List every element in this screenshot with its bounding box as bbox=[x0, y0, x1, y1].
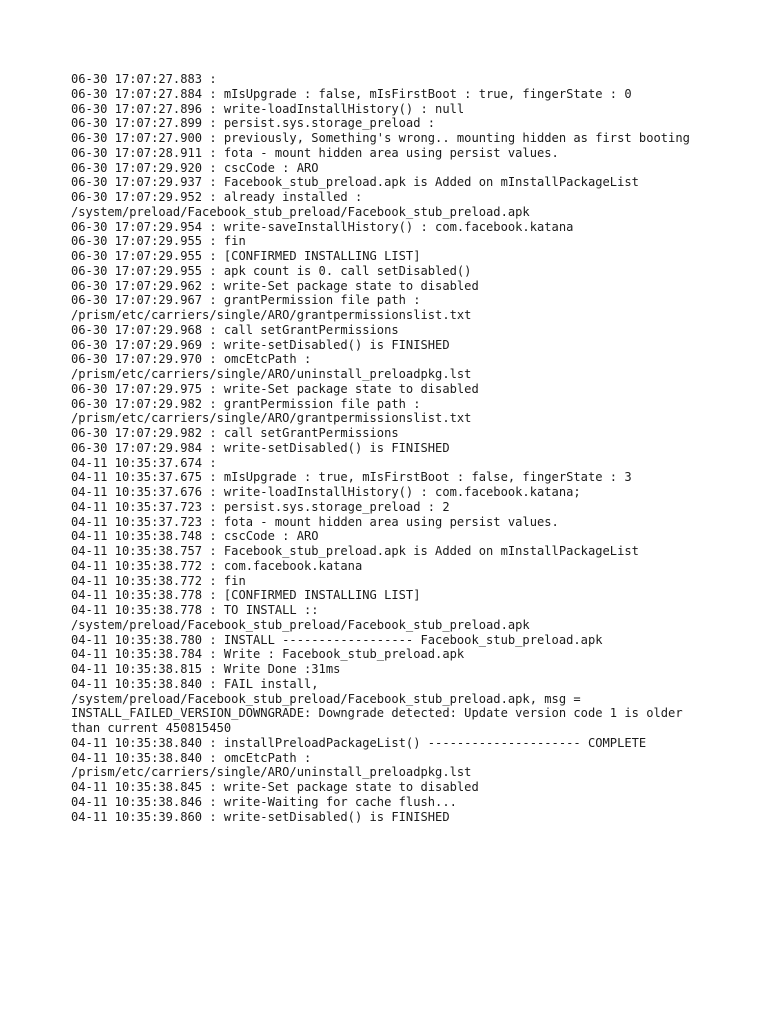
log-line: 06-30 17:07:28.911 : fota - mount hidden area using persist values. bbox=[71, 145, 559, 160]
log-document bbox=[71, 72, 691, 824]
log-line: 06-30 17:07:27.900 : previously, Something's wrong.. mounting hidden as first booting bbox=[71, 131, 690, 145]
log-line: 06-30 17:07:27.884 : mIsUpgrade : false, mIsFirstBoot : true, fingerState : 0 bbox=[71, 86, 632, 101]
log-line: 06-30 17:07:29.982 : grantPermission file path : /prism/etc/carriers/single/ARO/grantpermissionslist.txt bbox=[71, 396, 472, 426]
log-line: 04-11 10:35:38.778 : [CONFIRMED INSTALLING LIST] bbox=[71, 588, 421, 603]
log-line: 04-11 10:35:37.723 : fota - mount hidden area using persist values. bbox=[71, 514, 559, 529]
log-line: 06-30 17:07:29.975 : write-Set package state to disabled bbox=[71, 381, 479, 396]
log-line: 04-11 10:35:38.845 : write-Set package state to disabled bbox=[71, 780, 479, 794]
log-line: 06-30 17:07:29.967 : grantPermission file path : /prism/etc/carriers/single/ARO/grantpermissionslist.txt bbox=[71, 293, 472, 322]
log-line: 06-30 17:07:29.982 : call setGrantPermissions bbox=[71, 426, 399, 440]
log-line: 06-30 17:07:27.883 : bbox=[71, 72, 217, 86]
log-line: 04-11 10:35:38.780 : INSTALL ------------------ Facebook_stub_preload.apk bbox=[71, 632, 603, 647]
log-line: 04-11 10:35:38.840 : installPreloadPackageList() --------------------- COMPLETE bbox=[71, 735, 647, 750]
log-line: 04-11 10:35:39.860 : write-setDisabled() is FINISHED bbox=[71, 809, 450, 824]
log-line: 04-11 10:35:37.723 : persist.sys.storage_preload : 2 bbox=[71, 499, 450, 514]
log-line: 06-30 17:07:29.937 : Facebook_stub_preload.apk is Added on mInstallPackageList bbox=[71, 175, 639, 190]
log-line: 04-11 10:35:37.676 : write-loadInstallHistory() : com.facebook.katana; bbox=[71, 485, 581, 499]
log-line: 06-30 17:07:27.899 : persist.sys.storage_preload : bbox=[71, 116, 436, 131]
log-line: 06-30 17:07:27.896 : write-loadInstallHistory() : null bbox=[71, 101, 465, 116]
log-line: 06-30 17:07:29.952 : already installed : /system/preload/Facebook_stub_preload/Facebook_stub_preload.apk bbox=[71, 190, 530, 219]
log-line: 04-11 10:35:38.748 : cscCode : ARO bbox=[71, 529, 319, 544]
log-line: 06-30 17:07:29.954 : write-saveInstallHistory() : com.facebook.katana bbox=[71, 219, 574, 234]
log-line: 06-30 17:07:29.969 : write-setDisabled() is FINISHED bbox=[71, 337, 450, 352]
log-line: 04-11 10:35:38.815 : Write Done :31ms bbox=[71, 662, 341, 676]
log-line: 06-30 17:07:29.970 : omcEtcPath : /prism/etc/carriers/single/ARO/uninstall_preloadpkg.lst bbox=[71, 352, 472, 381]
log-line: 04-11 10:35:38.840 : FAIL install, /system/preload/Facebook_stub_preload/Facebook_stub_preload.apk, msg = INSTALL_FAILED_VERSION_DOWNGRADE: Downgrade detected: Update version code 1 is older than current 450815450 bbox=[71, 676, 690, 735]
log-line: 06-30 17:07:29.984 : write-setDisabled() is FINISHED bbox=[71, 440, 450, 455]
log-line: 04-11 10:35:38.772 : com.facebook.katana bbox=[71, 558, 363, 573]
log-line: 04-11 10:35:37.675 : mIsUpgrade : true, mIsFirstBoot : false, fingerState : 3 bbox=[71, 470, 632, 485]
log-line: 04-11 10:35:38.772 : fin bbox=[71, 573, 246, 588]
log-line: 04-11 10:35:38.840 : omcEtcPath : /prism/etc/carriers/single/ARO/uninstall_preloadpkg.lst bbox=[71, 750, 472, 780]
log-line: 04-11 10:35:38.846 : write-Waiting for cache flush... bbox=[71, 794, 457, 809]
log-line: 04-11 10:35:38.784 : Write : Facebook_stub_preload.apk bbox=[71, 647, 465, 662]
log-line: 06-30 17:07:29.955 : fin bbox=[71, 234, 246, 249]
log-line: 04-11 10:35:38.757 : Facebook_stub_preload.apk is Added on mInstallPackageList bbox=[71, 544, 639, 558]
log-line: 04-11 10:35:37.674 : bbox=[71, 455, 217, 470]
log-line: 06-30 17:07:29.955 : [CONFIRMED INSTALLING LIST] bbox=[71, 249, 421, 263]
log-line: 06-30 17:07:29.955 : apk count is 0. call setDisabled() bbox=[71, 263, 472, 278]
log-line: 06-30 17:07:29.968 : call setGrantPermissions bbox=[71, 322, 399, 337]
log-line: 06-30 17:07:29.962 : write-Set package state to disabled bbox=[71, 278, 479, 293]
log-line: 04-11 10:35:38.778 : TO INSTALL :: /system/preload/Facebook_stub_preload/Facebook_stub_preload.apk bbox=[71, 603, 530, 632]
log-line: 06-30 17:07:29.920 : cscCode : ARO bbox=[71, 160, 319, 175]
